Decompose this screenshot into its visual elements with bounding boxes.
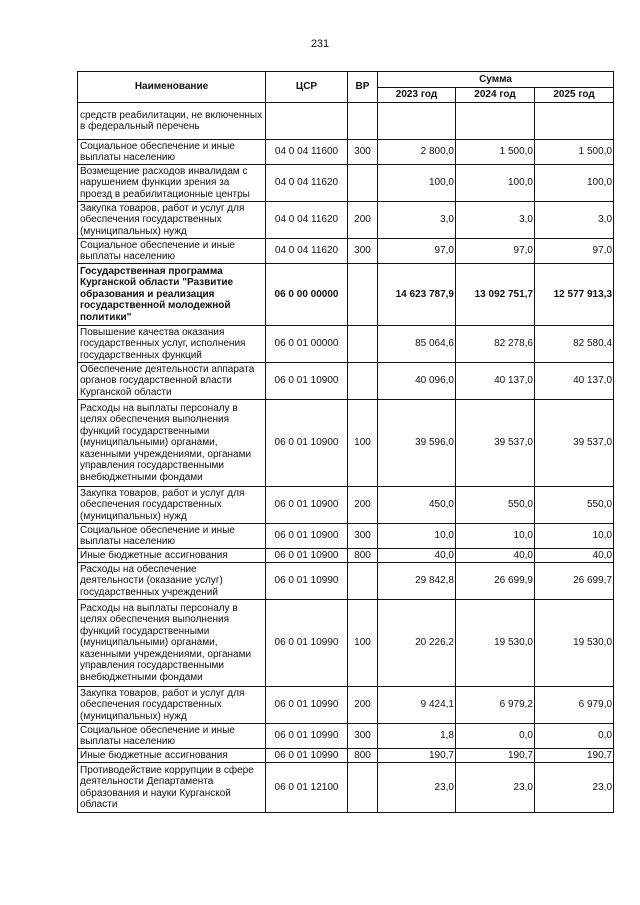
table-row — [78, 763, 614, 813]
table-row — [78, 524, 614, 549]
row-vr: 100 — [348, 600, 378, 687]
table-row — [78, 749, 614, 763]
row-name: Социальное обеспечение и иные выплаты населению — [78, 239, 266, 264]
row-csr: 06 0 01 10990 — [266, 563, 348, 600]
table-row — [78, 326, 614, 363]
row-amount-2023: 10,0 — [378, 524, 456, 549]
row-amount-2023: 9 424,1 — [378, 687, 456, 724]
row-amount-2023: 40,0 — [378, 549, 456, 563]
row-amount-2024: 40,0 — [456, 549, 535, 563]
row-amount-2025: 82 580,4 — [535, 326, 614, 363]
row-amount-2025: 550,0 — [535, 487, 614, 524]
row-amount-2023: 450,0 — [378, 487, 456, 524]
row-amount-2023: 97,0 — [378, 239, 456, 264]
header-name: Наименование — [78, 72, 266, 103]
row-vr: 800 — [348, 749, 378, 763]
row-amount-2023: 20 226,2 — [378, 600, 456, 687]
table-row — [78, 264, 614, 326]
table-row — [78, 165, 614, 202]
row-amount-2024: 10,0 — [456, 524, 535, 549]
table-row — [78, 400, 614, 487]
row-amount-2024: 550,0 — [456, 487, 535, 524]
row-name: Социальное обеспечение и иные выплаты населению — [78, 724, 266, 749]
row-name: Расходы на выплаты персоналу в целях обеспечения выполнения функций государственными (муниципальными) органами, казенными учреждениями, органами управления государственными внебюджетными фондами — [78, 600, 266, 687]
row-amount-2025: 40,0 — [535, 549, 614, 563]
table-row — [78, 549, 614, 563]
row-vr: 200 — [348, 487, 378, 524]
row-amount-2025: 12 577 913,3 — [535, 264, 614, 326]
row-name: Иные бюджетные ассигнования — [78, 749, 266, 763]
row-name: Обеспечение деятельности аппарата органов государственной власти Курганской области — [78, 363, 266, 400]
row-name: Иные бюджетные ассигнования — [78, 549, 266, 563]
row-csr: 04 0 04 11620 — [266, 165, 348, 202]
row-name: Закупка товаров, работ и услуг для обеспечения государственных (муниципальных) нужд — [78, 202, 266, 239]
row-name: Расходы на выплаты персоналу в целях обеспечения выполнения функций государственными (муниципальными) органами, казенными учреждениями, органами управления государственными внебюджетными фондами — [78, 400, 266, 487]
table-row — [78, 724, 614, 749]
table-row — [78, 600, 614, 687]
row-amount-2023: 29 842,8 — [378, 563, 456, 600]
row-csr: 06 0 01 10990 — [266, 749, 348, 763]
row-amount-2024: 3,0 — [456, 202, 535, 239]
row-amount-2025: 40 137,0 — [535, 363, 614, 400]
header-year-2023: 2023 год — [378, 88, 456, 103]
row-amount-2025: 19 530,0 — [535, 600, 614, 687]
table-body — [78, 103, 614, 813]
row-csr: 06 0 01 10900 — [266, 363, 348, 400]
row-amount-2025: 3,0 — [535, 202, 614, 239]
header-csr: ЦСР — [266, 72, 348, 103]
row-vr — [348, 165, 378, 202]
page-number: 231 — [310, 38, 330, 50]
row-amount-2023 — [378, 103, 456, 140]
table-row — [78, 363, 614, 400]
row-csr: 06 0 01 12100 — [266, 763, 348, 813]
row-vr — [348, 363, 378, 400]
row-amount-2023: 100,0 — [378, 165, 456, 202]
row-amount-2024: 6 979,2 — [456, 687, 535, 724]
row-vr: 100 — [348, 400, 378, 487]
row-vr — [348, 563, 378, 600]
row-name: Возмещение расходов инвалидам с нарушением функции зрения за проезд в реабилитационные центры — [78, 165, 266, 202]
row-csr: 06 0 01 10900 — [266, 487, 348, 524]
row-amount-2025 — [535, 103, 614, 140]
table-row — [78, 487, 614, 524]
row-name: Расходы на обеспечение деятельности (оказание услуг) государственных учреждений — [78, 563, 266, 600]
row-csr: 06 0 01 10900 — [266, 549, 348, 563]
budget-table — [77, 71, 614, 813]
row-vr: 200 — [348, 687, 378, 724]
row-vr: 800 — [348, 549, 378, 563]
header-sum: Сумма — [378, 72, 614, 88]
row-amount-2024: 23,0 — [456, 763, 535, 813]
table-row — [78, 103, 614, 140]
row-vr — [348, 103, 378, 140]
row-amount-2025: 97,0 — [535, 239, 614, 264]
row-amount-2023: 3,0 — [378, 202, 456, 239]
row-amount-2025: 26 699,7 — [535, 563, 614, 600]
row-vr — [348, 763, 378, 813]
row-amount-2024: 26 699,9 — [456, 563, 535, 600]
row-amount-2024: 19 530,0 — [456, 600, 535, 687]
header-vr: ВР — [348, 72, 378, 103]
row-amount-2025: 1 500,0 — [535, 140, 614, 165]
table-row — [78, 687, 614, 724]
row-vr: 300 — [348, 724, 378, 749]
row-csr: 04 0 04 11620 — [266, 239, 348, 264]
row-vr: 300 — [348, 239, 378, 264]
row-csr: 06 0 01 10900 — [266, 524, 348, 549]
row-csr: 06 0 01 10990 — [266, 724, 348, 749]
row-amount-2025: 0,0 — [535, 724, 614, 749]
row-csr: 06 0 01 10990 — [266, 600, 348, 687]
row-vr: 300 — [348, 140, 378, 165]
table-row — [78, 140, 614, 165]
row-name: Социальное обеспечение и иные выплаты населению — [78, 524, 266, 549]
row-name: Закупка товаров, работ и услуг для обеспечения государственных (муниципальных) нужд — [78, 687, 266, 724]
row-amount-2024: 40 137,0 — [456, 363, 535, 400]
row-amount-2023: 85 064,6 — [378, 326, 456, 363]
row-amount-2025: 10,0 — [535, 524, 614, 549]
row-amount-2023: 14 623 787,9 — [378, 264, 456, 326]
row-amount-2024: 39 537,0 — [456, 400, 535, 487]
row-amount-2025: 6 979,0 — [535, 687, 614, 724]
row-amount-2025: 100,0 — [535, 165, 614, 202]
row-amount-2024: 97,0 — [456, 239, 535, 264]
table-row — [78, 563, 614, 600]
row-csr — [266, 103, 348, 140]
row-amount-2023: 2 800,0 — [378, 140, 456, 165]
row-name: средств реабилитации, не включенных в федеральный перечень — [78, 103, 266, 140]
row-csr: 04 0 04 11600 — [266, 140, 348, 165]
row-amount-2024: 82 278,6 — [456, 326, 535, 363]
row-amount-2025: 39 537,0 — [535, 400, 614, 487]
header-year-2025: 2025 год — [535, 88, 614, 103]
row-vr — [348, 264, 378, 326]
row-csr: 06 0 01 10900 — [266, 400, 348, 487]
row-name: Закупка товаров, работ и услуг для обеспечения государственных (муниципальных) нужд — [78, 487, 266, 524]
row-name: Государственная программа Курганской области "Развитие образования и реализация государственной молодежной политики" — [78, 264, 266, 326]
row-amount-2024: 190,7 — [456, 749, 535, 763]
row-csr: 06 0 01 10990 — [266, 687, 348, 724]
row-name: Повышение качества оказания государственных услуг, исполнения государственных функций — [78, 326, 266, 363]
row-amount-2025: 190,7 — [535, 749, 614, 763]
row-amount-2024: 1 500,0 — [456, 140, 535, 165]
row-vr: 300 — [348, 524, 378, 549]
row-amount-2023: 23,0 — [378, 763, 456, 813]
row-amount-2023: 40 096,0 — [378, 363, 456, 400]
row-amount-2024 — [456, 103, 535, 140]
row-name: Противодействие коррупции в сфере деятельности Департамента образования и науки Курганской области — [78, 763, 266, 813]
row-amount-2024: 0,0 — [456, 724, 535, 749]
table-row — [78, 239, 614, 264]
header-year-2024: 2024 год — [456, 88, 535, 103]
row-vr — [348, 326, 378, 363]
table-row — [78, 202, 614, 239]
row-amount-2025: 23,0 — [535, 763, 614, 813]
row-amount-2023: 39 596,0 — [378, 400, 456, 487]
row-name: Социальное обеспечение и иные выплаты населению — [78, 140, 266, 165]
row-amount-2023: 190,7 — [378, 749, 456, 763]
row-csr: 06 0 00 00000 — [266, 264, 348, 326]
row-amount-2024: 100,0 — [456, 165, 535, 202]
row-csr: 06 0 01 00000 — [266, 326, 348, 363]
row-amount-2023: 1,8 — [378, 724, 456, 749]
row-csr: 04 0 04 11620 — [266, 202, 348, 239]
row-amount-2024: 13 092 751,7 — [456, 264, 535, 326]
row-vr: 200 — [348, 202, 378, 239]
